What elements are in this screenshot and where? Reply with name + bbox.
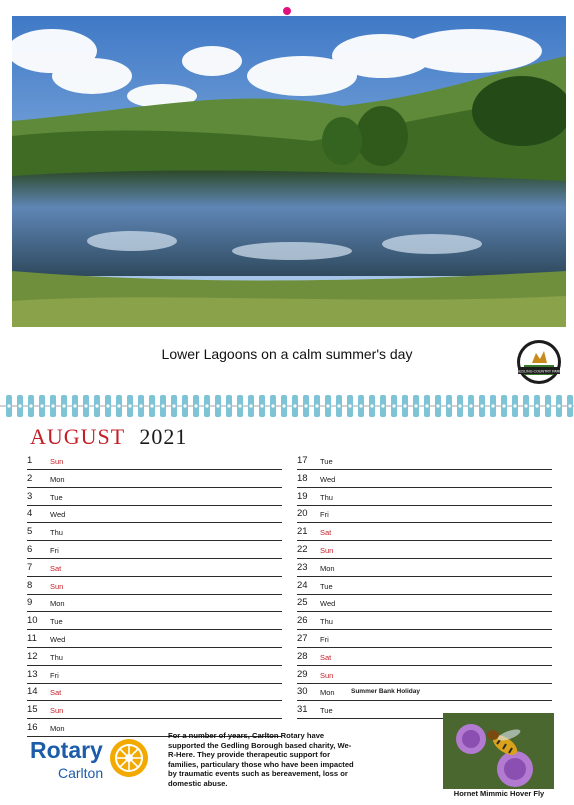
- binding-hole: [359, 404, 362, 407]
- binding-hole: [216, 404, 219, 407]
- day-number: 14: [27, 686, 38, 698]
- day-number: 13: [27, 668, 38, 680]
- day-number: 20: [297, 508, 308, 520]
- binding-hole: [480, 404, 483, 407]
- calendar-row: [297, 595, 552, 612]
- calendar-row: [27, 595, 282, 612]
- day-number: 11: [27, 632, 37, 644]
- spiral-binding: [0, 392, 574, 420]
- day-of-week: Mon: [320, 563, 335, 573]
- binding-hole: [458, 404, 461, 407]
- day-of-week: Mon: [320, 688, 335, 698]
- day-of-week: Thu: [320, 492, 333, 502]
- calendar-row: [27, 684, 282, 701]
- day-number: 30: [297, 686, 308, 698]
- calendar-row: [297, 631, 552, 648]
- day-of-week: Thu: [50, 652, 63, 662]
- calendar-row: [297, 649, 552, 666]
- binding-hole: [425, 404, 428, 407]
- calendar-row: [297, 542, 552, 559]
- day-of-week: Tue: [320, 706, 333, 716]
- day-number: 10: [27, 615, 38, 627]
- binding-hole: [183, 404, 186, 407]
- day-of-week: Wed: [50, 510, 66, 520]
- day-note: Summer Bank Holiday: [351, 688, 420, 696]
- day-of-week: Sun: [50, 706, 64, 716]
- calendar-row: [27, 649, 282, 666]
- calendar-row: [297, 489, 552, 506]
- day-of-week: Fri: [320, 510, 329, 520]
- day-of-week: Sun: [50, 581, 64, 591]
- day-number: 4: [27, 508, 33, 520]
- day-of-week: Tue: [320, 457, 333, 466]
- day-number: 29: [297, 668, 308, 680]
- binding-hole: [40, 404, 43, 407]
- binding-hole: [73, 404, 76, 407]
- day-number: 26: [297, 615, 308, 627]
- binding-hole: [95, 404, 98, 407]
- binding-hole: [62, 404, 65, 407]
- day-number: 22: [297, 543, 308, 555]
- binding-hole: [568, 404, 571, 407]
- binding-hole: [7, 404, 10, 407]
- day-of-week: Thu: [320, 617, 333, 627]
- day-number: 16: [27, 721, 38, 733]
- photo-caption: Lower Lagoons on a calm summer's day: [161, 346, 413, 362]
- binding-loops: [0, 392, 574, 420]
- binding-hole: [491, 404, 494, 407]
- day-of-week: Fri: [50, 545, 59, 555]
- binding-hole: [29, 404, 32, 407]
- binding-hole: [51, 404, 54, 407]
- calendar-row: [27, 542, 282, 559]
- day-number: 3: [27, 490, 33, 502]
- day-number: 6: [27, 543, 33, 555]
- rotary-wordmark: Rotary: [30, 737, 103, 763]
- calendar-row: [297, 667, 552, 684]
- binding-hole: [392, 404, 395, 407]
- day-of-week: Mon: [50, 599, 65, 609]
- rotary-wheel-icon: [108, 737, 150, 779]
- calendar-row: [27, 560, 282, 577]
- day-number: 7: [27, 561, 33, 573]
- rotary-logo: [30, 737, 152, 787]
- binding-hole: [106, 404, 109, 407]
- binding-hole: [150, 404, 153, 407]
- binding-hole: [282, 404, 285, 407]
- day-number: 15: [27, 704, 38, 716]
- day-of-week: Sun: [50, 457, 64, 466]
- calendar-row: [297, 453, 552, 470]
- day-of-week: Thu: [50, 528, 63, 538]
- binding-hole: [84, 404, 87, 407]
- country-park-logo: [516, 339, 562, 385]
- calendar-column-right: [297, 453, 552, 720]
- month-heading: [30, 424, 187, 450]
- day-of-week: Sat: [50, 688, 62, 698]
- binding-hole: [271, 404, 274, 407]
- calendar-row: [27, 453, 282, 470]
- binding-hole: [128, 404, 131, 407]
- calendar-row: [27, 613, 282, 630]
- binding-hole: [557, 404, 560, 407]
- binding-hole: [447, 404, 450, 407]
- calendar-row: [27, 506, 282, 523]
- calendar-row: [297, 578, 552, 595]
- day-number: 8: [27, 579, 33, 591]
- day-number: 19: [297, 490, 308, 502]
- day-number: 9: [27, 597, 33, 609]
- binding-hole: [436, 404, 439, 407]
- day-number: 25: [297, 597, 308, 609]
- day-number: 1: [27, 455, 33, 466]
- day-number: 23: [297, 561, 308, 573]
- binding-hole: [249, 404, 252, 407]
- day-of-week: Mon: [50, 723, 65, 733]
- day-number: 5: [27, 526, 33, 538]
- calendar-row: [27, 471, 282, 488]
- day-of-week: Sun: [320, 545, 334, 555]
- day-of-week: Fri: [50, 670, 59, 680]
- binding-hole: [546, 404, 549, 407]
- day-number: 24: [297, 579, 308, 591]
- month-name: AUGUST: [30, 424, 125, 449]
- calendar-row: [297, 560, 552, 577]
- binding-hole: [513, 404, 516, 407]
- day-number: 18: [297, 472, 308, 484]
- year: 2021: [139, 424, 188, 449]
- day-number: 28: [297, 650, 308, 662]
- binding-hole: [524, 404, 527, 407]
- binding-hole: [293, 404, 296, 407]
- day-of-week: Fri: [320, 634, 329, 644]
- binding-hole: [117, 404, 120, 407]
- day-of-week: Sat: [320, 528, 332, 538]
- calendar-row: [297, 524, 552, 541]
- binding-hole: [194, 404, 197, 407]
- binding-hole: [227, 404, 230, 407]
- binding-hole: [414, 404, 417, 407]
- day-number: 21: [297, 526, 308, 538]
- day-of-week: Wed: [50, 634, 66, 644]
- calendar-row: [27, 702, 282, 719]
- hoverfly-photo: [443, 713, 554, 789]
- calendar-row: [297, 684, 552, 701]
- park-logo-text: GEDLING COUNTRY PARK: [516, 369, 562, 374]
- calendar-row: [27, 631, 282, 648]
- binding-hole: [315, 404, 318, 407]
- calendar-row: [27, 524, 282, 541]
- day-of-week: Mon: [50, 474, 65, 484]
- calendar-row: [27, 489, 282, 506]
- day-number: 27: [297, 632, 308, 644]
- binding-hole: [238, 404, 241, 407]
- binding-hole: [260, 404, 263, 407]
- day-of-week: Tue: [320, 581, 333, 591]
- binding-hole: [469, 404, 472, 407]
- binding-hole: [139, 404, 142, 407]
- binding-hole: [370, 404, 373, 407]
- binding-hole: [502, 404, 505, 407]
- binding-hole: [381, 404, 384, 407]
- calendar-column-left: [27, 453, 282, 738]
- hanging-hole: [283, 7, 291, 15]
- day-number: 2: [27, 472, 33, 484]
- landscape-photo: [12, 16, 566, 327]
- charity-blurb: For a number of years, Carlton Rotary have supported the Gedling Borough based charity, We-R-Here. They provide therapeutic support for families, particulary those who have been impacted by traumatic events such as bereavement, loss or domestic abuse.: [168, 731, 354, 788]
- calendar-row: [297, 471, 552, 488]
- calendar-row: [27, 578, 282, 595]
- binding-hole: [205, 404, 208, 407]
- hoverfly-caption: Hornet Mimmic Hover Fly: [453, 789, 545, 798]
- binding-hole: [304, 404, 307, 407]
- day-of-week: Sat: [320, 652, 332, 662]
- day-of-week: Sat: [50, 563, 62, 573]
- binding-hole: [18, 404, 21, 407]
- binding-hole: [161, 404, 164, 407]
- binding-hole: [172, 404, 175, 407]
- binding-hole: [337, 404, 340, 407]
- binding-hole: [326, 404, 329, 407]
- day-of-week: Wed: [320, 599, 336, 609]
- binding-hole: [403, 404, 406, 407]
- day-of-week: Tue: [50, 492, 63, 502]
- day-number: 17: [297, 455, 308, 466]
- day-of-week: Tue: [50, 617, 63, 627]
- binding-hole: [348, 404, 351, 407]
- day-of-week: Sun: [320, 670, 334, 680]
- day-of-week: Wed: [320, 474, 336, 484]
- day-number: 12: [27, 650, 38, 662]
- calendar-row: [27, 667, 282, 684]
- rotary-club-name: Carlton: [58, 765, 104, 781]
- calendar-row: [297, 506, 552, 523]
- binding-hole: [535, 404, 538, 407]
- calendar-row: [297, 613, 552, 630]
- day-number: 31: [297, 704, 308, 716]
